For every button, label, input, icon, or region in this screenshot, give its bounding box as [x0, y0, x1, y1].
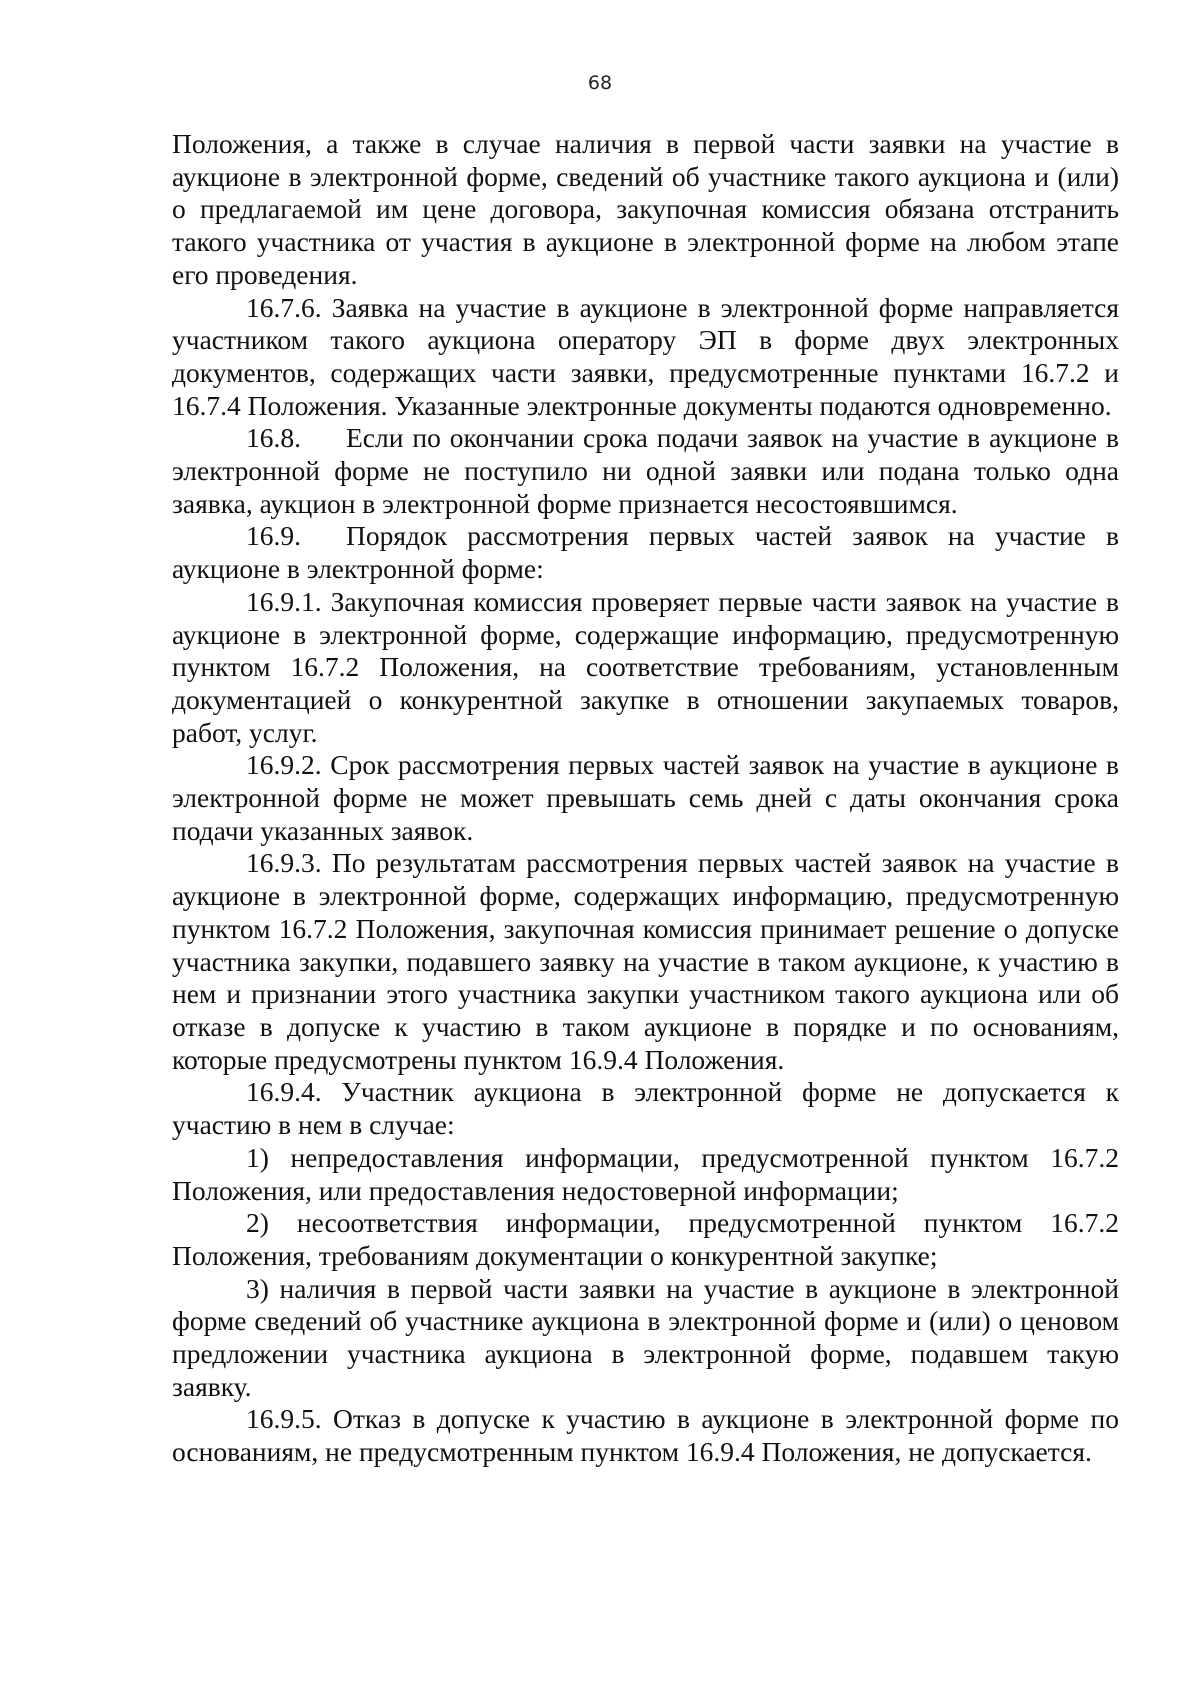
paragraph-16-9: [172, 520, 1119, 585]
clause-number: 16.9.: [246, 520, 301, 552]
clause-number: 16.8.: [246, 422, 301, 454]
paragraph-16-7-6: 16.7.6. Заявка на участие в аукционе в электронной форме направляется участником такого аукциона оператору ЭП в форме двух электронных документов, содержащих части заявки, предусмотренные пунктами 16.7.2 и 16.7.4 Положения. Указанные электронные документы подаются одновременно.: [172, 291, 1119, 421]
paragraph-continuation: Положения, а также в случае наличия в первой части заявки на участие в аукционе в электронной форме, сведений об участнике такого аукциона и (или) о предлагаемой им цене договора, закупочная комиссия обязана отстранить такого участника от участия в аукционе в электронной форме на любом этапе его проведения.: [172, 128, 1119, 290]
paragraph-16-8: [172, 422, 1119, 520]
paragraph-16-9-3: 16.9.3. По результатам рассмотрения первых частей заявок на участие в аукционе в электронной форме, содержащих информацию, предусмотренную пунктом 16.7.2 Положения, закупочная комиссия принимает решение о допуске участника закупки, подавшего заявку на участие в таком аукционе, к участию в нем и признании этого участника закупки участником такого аукциона или об отказе в допуске к участию в таком аукционе в порядке и по основаниям, которые предусмотрены пунктом 16.9.4 Положения.: [172, 847, 1119, 1075]
paragraph-16-9-5: 16.9.5. Отказ в допуске к участию в аукционе в электронной форме по основаниям, не предусмотренным пунктом 16.9.4 Положения, не допускается.: [172, 1403, 1119, 1468]
list-item-2: 2) несоответствия информации, предусмотренной пунктом 16.7.2 Положения, требованиям документации о конкурентной закупке;: [172, 1207, 1119, 1271]
body-text: [172, 128, 1119, 1469]
list-item-3: 3) наличия в первой части заявки на участие в аукционе в электронной форме сведений об участнике аукциона в электронной форме и (или) о ценовом предложении участника аукциона в электронной форме, подавшем такую заявку.: [172, 1272, 1119, 1402]
paragraph-16-9-2: 16.9.2. Срок рассмотрения первых частей заявок на участие в аукционе в электронной форме не может превышать семь дней с даты окончания срока подачи указанных заявок.: [172, 749, 1119, 846]
paragraph-16-9-4: 16.9.4. Участник аукциона в электронной форме не допускается к участию в нем в случае:: [172, 1076, 1119, 1141]
clause-text: Если по окончании срока подачи заявок на участие в аукционе в электронной форме не поступило ни одной заявки или подана только одна заявка, аукцион в электронной форме признается несостоявшимся.: [172, 422, 1119, 519]
clause-text: Порядок рассмотрения первых частей заявок на участие в аукционе в электронной форме:: [172, 520, 1119, 585]
list-item-1: 1) непредоставления информации, предусмотренной пунктом 16.7.2 Положения, или предоставления недостоверной информации;: [172, 1141, 1119, 1206]
page-number: 68: [587, 72, 613, 94]
paragraph-16-9-1: 16.9.1. Закупочная комиссия проверяет первые части заявок на участие в аукционе в электронной форме, содержащие информацию, предусмотренную пунктом 16.7.2 Положения, на соответствие требованиям, установленным документацией о конкурентной закупке в отношении закупаемых товаров, работ, услуг.: [172, 585, 1119, 748]
